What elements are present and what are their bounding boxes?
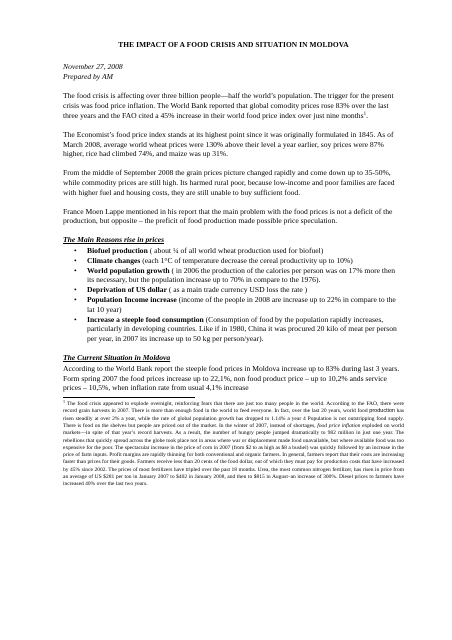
reasons-heading: The Main Reasons rise in prices (63, 235, 165, 245)
list-item-term: Biofuel production (87, 245, 148, 255)
list-item (74, 266, 404, 286)
bullet-icon: • (74, 255, 77, 265)
footnote-number: 1 (63, 399, 65, 405)
bullet-icon: • (74, 285, 77, 295)
bullet-icon: • (74, 294, 77, 304)
list-item-text: (income of the people in 2008 are increase up to 22% in compare to the lat 10 year) (87, 294, 396, 314)
bullet-icon: • (74, 265, 77, 275)
paragraph-intro-text: The food crisis is affecting over three billion people—half the world’s population. The trigger for the present crisis was food price inflation. The World Bank reported that global comodity prices rose 83% over the last three years and the FAO cited a 45% increase in their world food price index over just nine months (63, 91, 394, 120)
paragraph-intro: The food crisis is affecting over three billion people—half the world’s population. The trigger for the present crisis was food price inflation. The World Bank reported that global comodity prices rose 83% over the last three years and the FAO cited a 45% increase in their world food price index over just nine months$^1$. (63, 91, 394, 120)
list-item (74, 295, 404, 315)
list-item (74, 315, 404, 344)
footnote (63, 401, 404, 489)
document-title: THE IMPACT OF A FOOD CRISIS AND SITUATION IN MOLDOVA (118, 40, 349, 49)
footnote-text-c: exploded on world markets—in spite of that year’s record harvests. As a result, the number of hungry people jumped dramatically to 982 million in just one year. The rebellions that quickly spread across the globe took place not in areas where war or displacement made food unavailable, but where available food was too expensive for the poor. The spectacular increase in the price of corn in 2007 (from $2 to as high as $8 a bushel) was quickly followed by an increase in the price of farm inputs. Profit margins are rapidly thinning for both conventional and organic farmers. In general, farmers report that their costs are increasing faster than prices for their goods. Farmers receive less than 20 cents of the food dollar, out of which they must pay for production costs that have increased by 45% since 2002. The prices of most fertilizers have tripled over the past 18 months. Urea, the most common nitrogen fertilizer, has risen in price from an average of US $281 per ton in January 2007 to $402 in January 2008, and then to $815 in August–an increase of 300%. Diesel prices to farmers have increased 40% over the last two years. (63, 423, 404, 488)
document-date: November 27, 2008 (63, 61, 123, 71)
bullet-icon: • (74, 314, 77, 324)
paragraph-moldova: According to the World Bank report the steeple food prices in Moldova increase up to 83% during last 3 years. Form spring 2007 the food prices increase up to 22,1%, non food product price – up to 10,2% ands service prices – 10,5%, when inflation rate from usual 4,1% increase (63, 363, 400, 393)
paragraph-lappe: France Moen Lappe mentioned in his report that the main problem with the food prices is not a deficit of the production, but opposite – the preficit of food production made possible price speculation. (63, 206, 393, 226)
list-item-text: (each 1°C of temperature decrease the cereal productivity up to 10%) (140, 255, 353, 265)
footnote-text-italic: food price inflation (317, 423, 361, 429)
footnote-text-alt: production (369, 408, 395, 415)
list-item-term: Population Income increase (87, 294, 177, 304)
list-item-term: Increase a steeple food consumption (87, 314, 204, 324)
footnote-text-a: The food crisis appeared to explode overnight, reinforcing fears that there are just too many people in the world. According to the FAO, there were record grain harvests in 2007. There is more than enough food in the world to feed everyone. In fact, over the last 20 years, world food (63, 401, 404, 415)
footnote-reference[interactable]: 1 (363, 111, 367, 117)
list-item (74, 285, 404, 295)
footnote-text-b: has risen steadily at over 2% a year, while the rate of global population growth has dropped to 1.14% a year 4 Population is not outstripping food supply. There is food on the shelves but people are priced out of the market. In the winter of 2007, instead of shortages, (63, 408, 404, 429)
list-item-term: World population growth (87, 265, 170, 275)
list-item (74, 256, 404, 266)
reasons-list (63, 246, 404, 344)
moldova-heading: The Current Situation in Moldova (63, 352, 171, 362)
list-item (74, 246, 404, 256)
list-item-text: ( as a main trade currency USD loss the rate ) (166, 285, 308, 295)
list-item-term: Climate changes (87, 255, 141, 265)
paragraph-grain-prices: From the middle of September 2008 the grain prices picture changed rapidly and come down up to 35-50%, while commodity prices are still high. Its harmed rural poor, because low-income and poor families are faced with higher fuel and housing costs, they are still unable to buy sufficient food. (63, 168, 395, 197)
list-item-text: ( in 2006 the production of the calories per person was on 17% more then its necessary, but the population increase up to 70% in compare to the 1976). (87, 265, 396, 285)
list-item-term: Deprivation of US dollar (87, 285, 167, 295)
list-item-text: (Consumption of food by the population rapidly increases, particularly in developing countries. Like if in 1980, China it was procured 20 kilo of meat per person per year, in 2007 its increase up to 50 kg per person/year). (87, 314, 397, 344)
bullet-icon: • (74, 245, 77, 255)
footnote-divider (63, 397, 195, 398)
list-item-text: ( about ¼ of all world wheat production used for biofuel) (147, 245, 324, 255)
document-author: Prepared by AM (63, 71, 113, 81)
paragraph-economist: The Economist’s food price index stands at its highest point since it was originally formulated in 1845. As of March 2008, average world wheat prices were 130% above their level a year earlier, soy prices were 87% higher, rice had climbed 74%, and maize was up 31%. (63, 129, 394, 159)
